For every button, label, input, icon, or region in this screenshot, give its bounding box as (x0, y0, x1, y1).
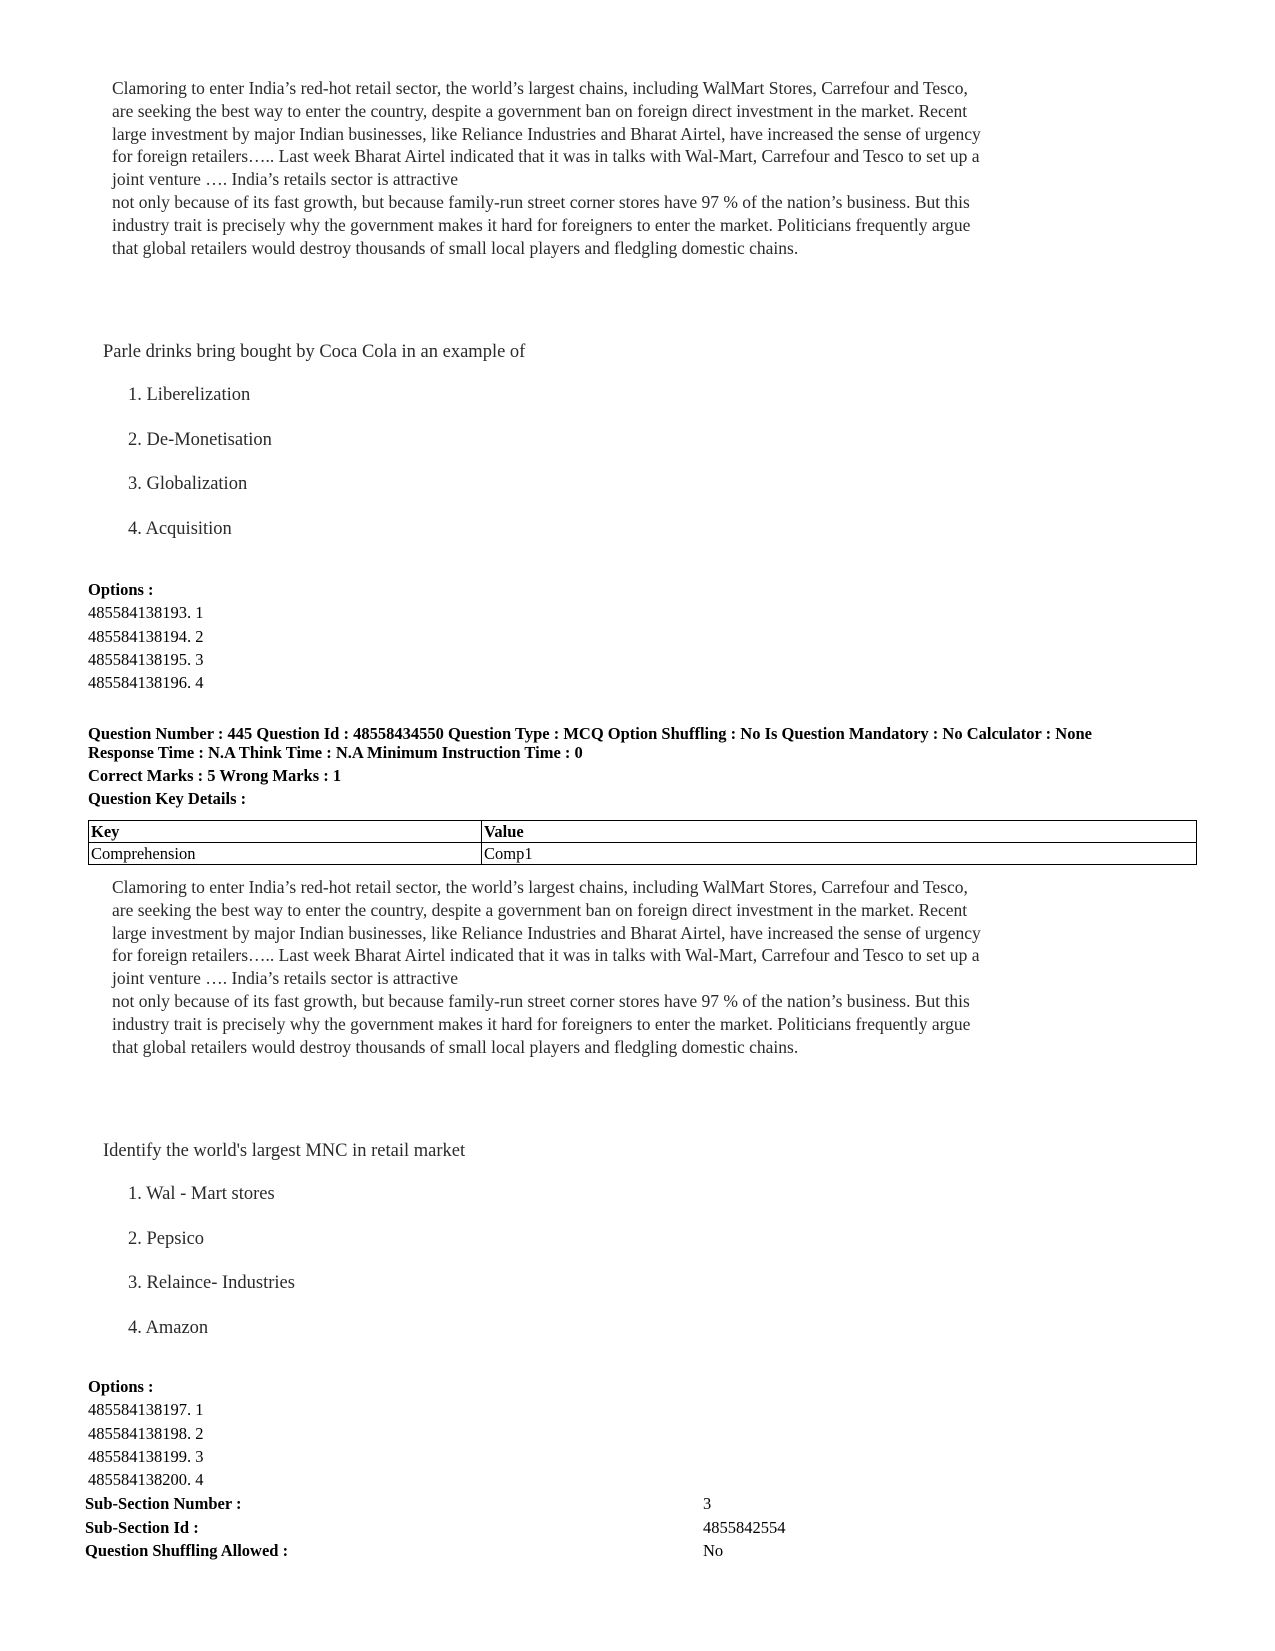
question-header-line: Question Number : 445 Question Id : 48558434550 Question Type : MCQ Option Shuffling : No Is Question Mandatory : No Calculator : None (88, 724, 1092, 743)
question-key-table (88, 820, 1197, 865)
choice-item: 3. Relaince- Industries (128, 1273, 295, 1294)
option-id: 485584138194. 2 (88, 626, 204, 646)
choice-item: 4. Amazon (128, 1318, 209, 1339)
subsection-info (85, 1492, 786, 1563)
choice-item: 2. Pepsico (128, 1228, 205, 1249)
table-cell-value: Comp1 (482, 843, 1197, 865)
table-cell-key: Comprehension (89, 843, 482, 865)
passage-paragraph-1: Clamoring to enter India’s red-hot retail sector, the world’s largest chains, including WalMart Stores, Carrefour and Tesco, are seeking the best way to enter the country, despite a government ban on foreign direct investment in the market. Recent large investment by major Indian businesses, like Reliance Industries and Bharat Airtel, have increased the sense of urgency for foreign retailers….. Last week Bharat Airtel indicated that it was in talks with Wal-Mart, Carrefour and Tesco to set up a joint venture …. India’s retails sector is attractive (112, 877, 981, 989)
option-id: 485584138196. 4 (88, 673, 204, 693)
passage-paragraph-2: not only because of its fast growth, but because family-run street corner stores have 97 % of the nation’s business. But this industry trait is precisely why the government makes it hard for foreigners to enter the market. Politicians frequently argue that global retailers would destroy thousands of small local players and fledgling domestic chains. (112, 191, 971, 258)
table-row (89, 843, 1197, 865)
response-time-line: Response Time : N.A Think Time : N.A Minimum Instruction Time : 0 (88, 743, 583, 762)
choice-item: 2. De-Monetisation (128, 429, 272, 450)
question-shuffling-label: Question Shuffling Allowed : (85, 1541, 289, 1560)
option-id: 485584138195. 3 (88, 649, 204, 669)
subsection-number-label: Sub-Section Number : (85, 1494, 242, 1513)
options-block-1 (88, 578, 204, 694)
subsection-number-row (85, 1492, 712, 1516)
table-header-key: Key (89, 821, 482, 843)
option-id: 485584138198. 2 (88, 1423, 204, 1443)
passage-paragraph-1: Clamoring to enter India’s red-hot retail sector, the world’s largest chains, including WalMart Stores, Carrefour and Tesco, are seeking the best way to enter the country, despite a government ban on foreign direct investment in the market. Recent large investment by major Indian businesses, like Reliance Industries and Bharat Airtel, have increased the sense of urgency for foreign retailers….. Last week Bharat Airtel indicated that it was in talks with Wal-Mart, Carrefour and Tesco to set up a joint venture …. India’s retails sector is attractive (112, 78, 981, 190)
subsection-number-value: 3 (703, 1494, 712, 1513)
question-metadata (88, 724, 1092, 808)
comprehension-passage-2 (112, 876, 992, 1058)
table-header-row (89, 821, 1197, 843)
subsection-id-value: 4855842554 (703, 1517, 786, 1537)
options-label: Options : (88, 580, 154, 599)
options-block-2 (88, 1375, 204, 1491)
choice-list-1 (128, 385, 272, 564)
question-shuffling-value: No (703, 1541, 724, 1560)
choice-list-2 (128, 1184, 295, 1363)
choice-item: 3. Globalization (128, 474, 248, 495)
option-id: 485584138193. 1 (88, 603, 204, 623)
marks-line: Correct Marks : 5 Wrong Marks : 1 (88, 766, 342, 785)
comprehension-passage-1 (112, 77, 992, 259)
choice-item: 4. Acquisition (128, 519, 232, 540)
passage-paragraph-2: not only because of its fast growth, but because family-run street corner stores have 97 % of the nation’s business. But this industry trait is precisely why the government makes it hard for foreigners to enter the market. Politicians frequently argue that global retailers would destroy thousands of small local players and fledgling domestic chains. (112, 990, 971, 1057)
table-header-value: Value (482, 821, 1197, 843)
option-id: 485584138197. 1 (88, 1400, 204, 1420)
subsection-id-row (85, 1516, 786, 1540)
key-details-label: Question Key Details : (88, 789, 247, 808)
choice-item: 1. Wal - Mart stores (128, 1184, 275, 1204)
question-text-1: Parle drinks bring bought by Coca Cola in an example of (103, 342, 526, 362)
subsection-id-label: Sub-Section Id : (85, 1517, 199, 1537)
option-id: 485584138200. 4 (88, 1470, 204, 1490)
options-label: Options : (88, 1377, 154, 1396)
option-id: 485584138199. 3 (88, 1446, 204, 1466)
question-text-2: Identify the world's largest MNC in retail market (103, 1141, 466, 1161)
question-shuffling-row (85, 1539, 724, 1563)
choice-item: 1. Liberelization (128, 385, 251, 405)
